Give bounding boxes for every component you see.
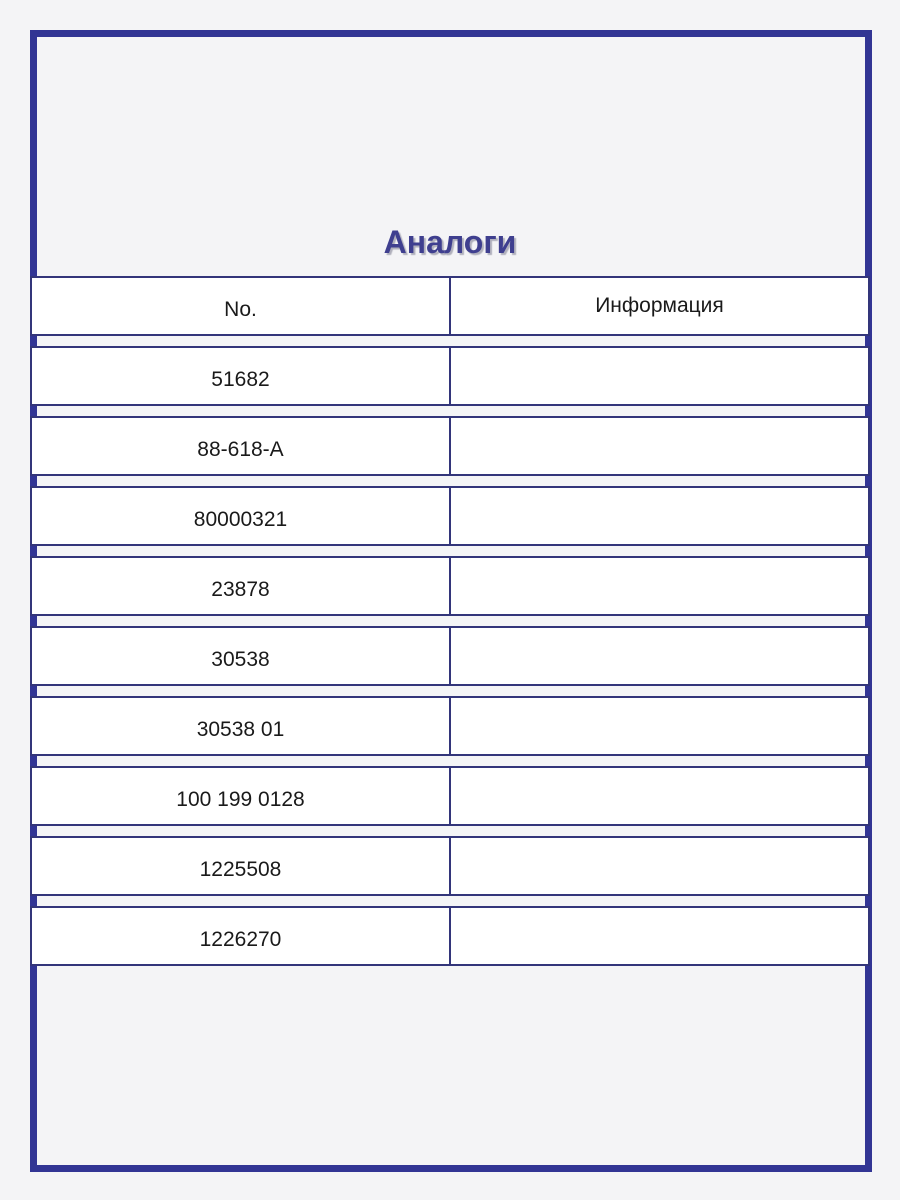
number-value: 51682 bbox=[211, 368, 270, 391]
info-cell bbox=[451, 908, 868, 964]
number-value: 23878 bbox=[211, 578, 270, 601]
number-cell bbox=[32, 348, 451, 404]
header-number-label: No. bbox=[224, 298, 257, 321]
header-info-cell bbox=[451, 278, 868, 334]
info-cell bbox=[451, 838, 868, 894]
number-value: 80000321 bbox=[193, 508, 288, 531]
info-cell bbox=[451, 698, 868, 754]
number-cell bbox=[32, 768, 451, 824]
info-cell bbox=[451, 488, 868, 544]
number-cell bbox=[32, 838, 451, 894]
table-row bbox=[30, 346, 870, 406]
number-cell bbox=[32, 628, 451, 684]
page-title: Аналоги bbox=[383, 224, 517, 260]
info-cell bbox=[451, 418, 868, 474]
info-cell bbox=[451, 768, 868, 824]
header-info-label: Информация bbox=[595, 294, 724, 317]
number-value: 1225508 bbox=[199, 858, 282, 881]
table-row bbox=[30, 836, 870, 896]
info-cell bbox=[451, 628, 868, 684]
number-cell bbox=[32, 488, 451, 544]
number-cell bbox=[32, 558, 451, 614]
number-value: 30538 01 bbox=[196, 718, 285, 741]
number-value: 30538 bbox=[211, 648, 270, 671]
number-cell bbox=[32, 418, 451, 474]
table-row bbox=[30, 696, 870, 756]
number-value: 100 199 0128 bbox=[176, 788, 305, 811]
table-row bbox=[30, 766, 870, 826]
number-cell bbox=[32, 908, 451, 964]
info-cell bbox=[451, 348, 868, 404]
table-row bbox=[30, 556, 870, 616]
table-row bbox=[30, 626, 870, 686]
table-row bbox=[30, 416, 870, 476]
header-number-cell bbox=[32, 278, 451, 334]
number-value: 1226270 bbox=[199, 928, 282, 951]
table-row bbox=[30, 486, 870, 546]
table-row bbox=[30, 906, 870, 966]
number-cell bbox=[32, 698, 451, 754]
info-cell bbox=[451, 558, 868, 614]
number-value: 88-618-A bbox=[197, 438, 284, 461]
table-header bbox=[30, 276, 870, 336]
